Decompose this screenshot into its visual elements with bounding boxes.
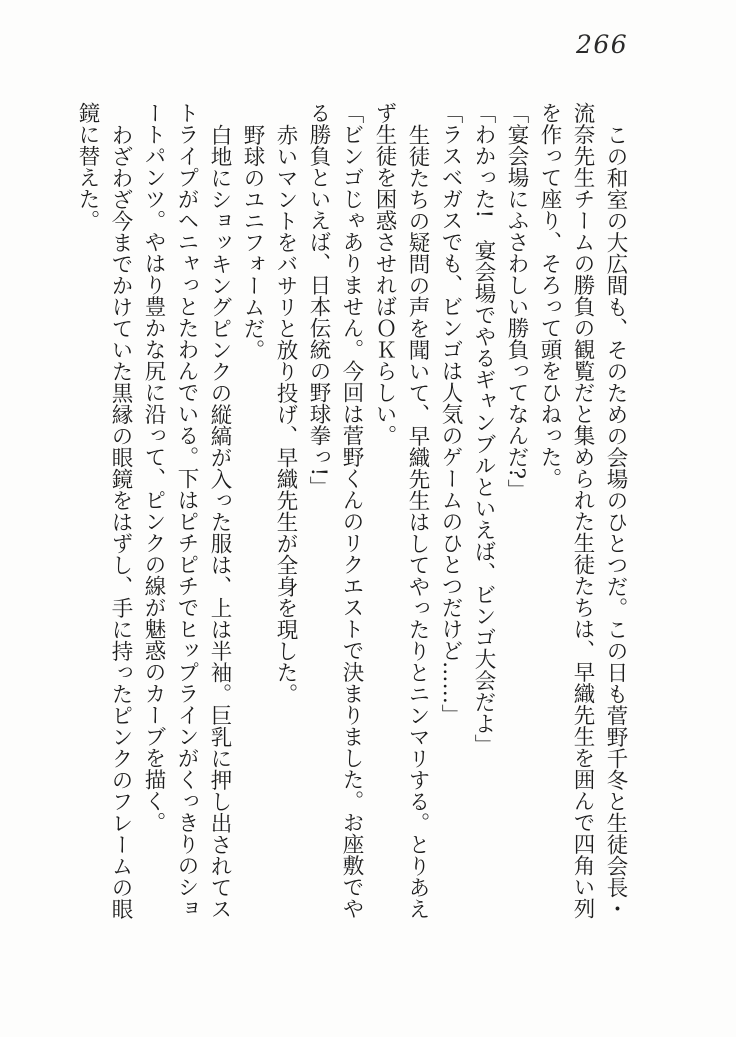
paragraph: 野球のユニフォームだ。 — [240, 123, 265, 360]
paragraph: この和室の大広間も、そのための会場のひとつだ。この日も菅野千冬と生徒会長・流奈先生チームの勝負の観覧だと集められた生徒たちは、早織先生を囲んで四角い列を作って座り、そろって頭をひねった。 — [537, 102, 628, 919]
paragraph: 「宴会場にふさわしい勝負ってなんだ?」 — [504, 102, 529, 501]
paragraph: 「ビンゴじゃありません。今回は菅野くんのリクエストで決まりました。お座敷でやる勝負といえば、日本伝統の野球拳っ!」 — [306, 102, 364, 919]
paragraph: 「わかった! 宴会場でやるギャンブルといえば、ビンゴ大会だよ」 — [471, 102, 496, 756]
text-block — [71, 102, 632, 920]
paragraph: 「ラスベガスでも、ビンゴは人気のゲームのひとつだけど……」 — [438, 102, 463, 726]
paragraph: 白地にショッキングピンクの縦縞が入った服は、上は半袖。巨乳に押し出されてストライプがヘニャっとたわんでいる。下はピチピチでヒップラインがくっきりのショートパンツ。やはり豊かな尻に沿って、ピンクの線が魅惑のカーブを描く。 — [141, 102, 232, 919]
paragraph: 生徒たちの疑問の声を聞いて、早織先生はしてやったりとニンマリする。とりあえず生徒を困惑させればＯＫらしい。 — [372, 102, 430, 919]
page-number: 266 — [576, 30, 629, 59]
paragraph: 赤いマントをバサリと放り投げ、早織先生が全身を現した。 — [273, 123, 298, 704]
paragraph: わざわざ今までかけていた黒縁の眼鏡をはずし、手に持ったピンクのフレームの眼鏡に替えた。 — [75, 102, 133, 919]
